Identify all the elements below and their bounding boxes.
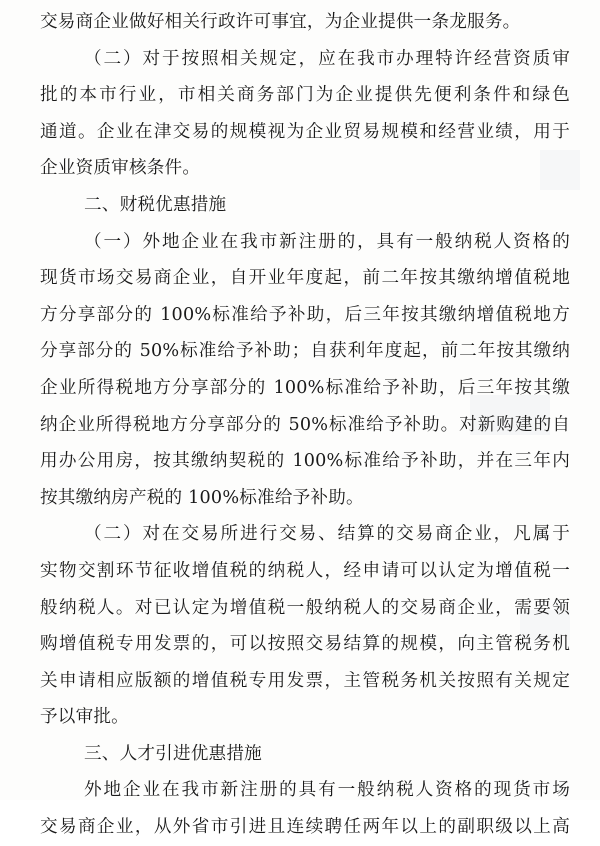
text-line: 企业所得税地方分享部分的 100%标准给予补助，后三年按其缴 xyxy=(40,377,570,398)
text-line: （二）对在交易所进行交易、结算的交易商企业，凡属于 xyxy=(84,524,570,545)
text-line: 予以审批。 xyxy=(40,707,129,728)
text-line: 按其缴纳房产税的 100%标准给予补助。 xyxy=(40,487,364,508)
text-line: 外地企业在我市新注册的具有一般纳税人资格的现货市场 xyxy=(84,780,570,801)
text-line: 二、财税优惠措施 xyxy=(84,194,227,215)
text-line: 购增值税专用发票的，可以按照交易结算的规模，向主管税务机 xyxy=(40,634,570,655)
text-line: 用办公用房，按其缴纳契税的 100%标准给予补助，并在三年内 xyxy=(40,451,570,472)
text-line: 纳企业所得税地方分享部分的 50%标准给予补助。对新购建的自 xyxy=(40,414,570,435)
text-line: 企业资质审核条件。 xyxy=(40,158,201,179)
text-line: （二）对于按照相关规定，应在我市办理特许经营资质审 xyxy=(84,48,570,69)
text-line: （一）外地企业在我市新注册的，具有一般纳税人资格的 xyxy=(84,231,570,252)
text-line: 批的本市行业，市相关商务部门为企业提供先便利条件和绿色 xyxy=(40,85,570,106)
text-line: 关申请相应版额的增值税专用发票，主管税务机关按照有关规定 xyxy=(40,670,570,691)
text-line: 交易商企业，从外省市引进且连续聘任两年以上的副职级以上高 xyxy=(40,817,570,838)
text-line: 通道。企业在津交易的规模视为企业贸易规模和经营业绩，用于 xyxy=(40,121,570,142)
text-line: 分享部分的 50%标准给予补助；自获利年度起，前二年按其缴纳 xyxy=(40,341,570,362)
text-line: 般纳税人。对已认定为增值税一般纳税人的交易商企业，需要领 xyxy=(40,597,570,618)
text-line: 三、人才引进优惠措施 xyxy=(84,743,262,764)
text-line: 交易商企业做好相关行政许可事宜，为企业提供一条龙服务。 xyxy=(40,12,521,32)
text-line: 实物交割环节征收增值税的纳税人，经申请可以认定为增值税一 xyxy=(40,560,570,581)
text-line: 方分享部分的 100%标准给予补助，后三年按其缴纳增值税地方 xyxy=(40,304,570,325)
text-line: 现货市场交易商企业，自开业年度起，前二年按其缴纳增值税地 xyxy=(40,268,570,289)
document-body xyxy=(40,4,570,846)
